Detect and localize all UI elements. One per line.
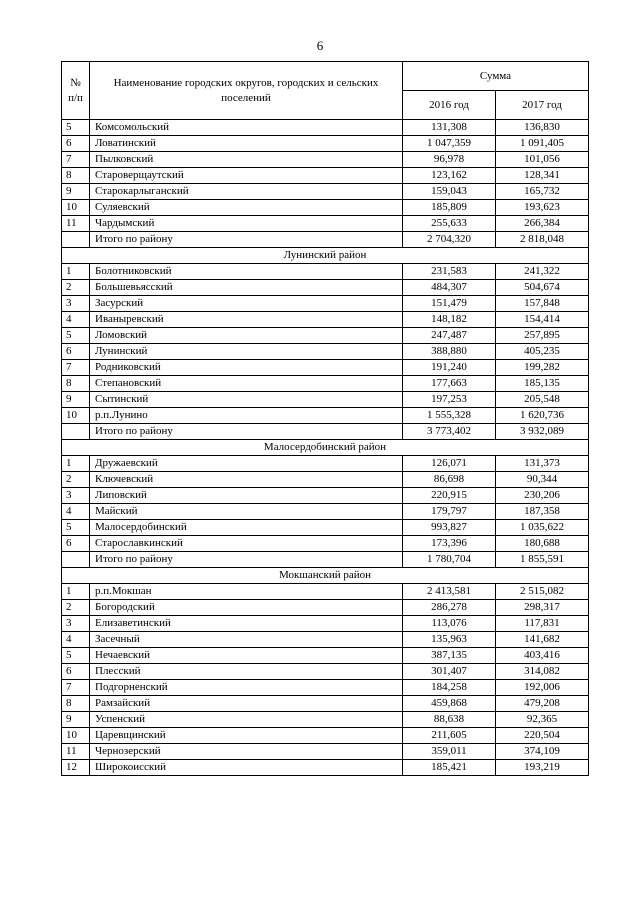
value-2016: 96,978 bbox=[403, 152, 496, 168]
value-2016: 247,487 bbox=[403, 328, 496, 344]
value-2017: 1 091,405 bbox=[496, 136, 589, 152]
table-row bbox=[62, 376, 589, 392]
page-number: 6 bbox=[316, 38, 324, 53]
settlement-name: Широкоисский bbox=[90, 760, 403, 776]
table-row bbox=[62, 472, 589, 488]
row-number: 4 bbox=[62, 504, 90, 520]
table-row bbox=[62, 616, 589, 632]
value-2017: 136,830 bbox=[496, 120, 589, 136]
row-number: 7 bbox=[62, 680, 90, 696]
row-number: 11 bbox=[62, 216, 90, 232]
header-num: № п/п bbox=[62, 62, 90, 120]
row-number bbox=[62, 552, 90, 568]
header-sum: Сумма bbox=[403, 62, 589, 91]
row-number: 1 bbox=[62, 584, 90, 600]
value-2017: 157,848 bbox=[496, 296, 589, 312]
value-2017: 1 855,591 bbox=[496, 552, 589, 568]
value-2016: 126,071 bbox=[403, 456, 496, 472]
value-2017: 193,623 bbox=[496, 200, 589, 216]
value-2016: 255,633 bbox=[403, 216, 496, 232]
row-number: 6 bbox=[62, 136, 90, 152]
value-2016: 359,011 bbox=[403, 744, 496, 760]
row-number: 6 bbox=[62, 536, 90, 552]
settlement-name: Пылковский bbox=[90, 152, 403, 168]
settlement-name: Итого по району bbox=[90, 552, 403, 568]
value-2017: 131,373 bbox=[496, 456, 589, 472]
value-2017: 241,322 bbox=[496, 264, 589, 280]
settlement-name: Богородский bbox=[90, 600, 403, 616]
settlement-name: Чернозерский bbox=[90, 744, 403, 760]
section-title: Мокшанский район bbox=[62, 568, 589, 584]
table-row bbox=[62, 584, 589, 600]
section-title: Лунинский район bbox=[62, 248, 589, 264]
value-2016: 159,043 bbox=[403, 184, 496, 200]
settlement-name: Ключевский bbox=[90, 472, 403, 488]
table-row bbox=[62, 664, 589, 680]
table-row bbox=[62, 296, 589, 312]
settlement-name: Нечаевский bbox=[90, 648, 403, 664]
row-number: 10 bbox=[62, 408, 90, 424]
value-2017: 405,235 bbox=[496, 344, 589, 360]
table-row bbox=[62, 536, 589, 552]
value-2016: 211,605 bbox=[403, 728, 496, 744]
row-number: 1 bbox=[62, 264, 90, 280]
table-row bbox=[62, 488, 589, 504]
value-2016: 113,076 bbox=[403, 616, 496, 632]
value-2016: 177,663 bbox=[403, 376, 496, 392]
value-2017: 92,365 bbox=[496, 712, 589, 728]
row-number: 4 bbox=[62, 312, 90, 328]
value-2016: 301,407 bbox=[403, 664, 496, 680]
row-number: 3 bbox=[62, 296, 90, 312]
value-2017: 1 620,736 bbox=[496, 408, 589, 424]
value-2016: 286,278 bbox=[403, 600, 496, 616]
value-2016: 173,396 bbox=[403, 536, 496, 552]
value-2017: 101,056 bbox=[496, 152, 589, 168]
table-row bbox=[62, 600, 589, 616]
section-row bbox=[62, 440, 589, 456]
value-2016: 2 704,320 bbox=[403, 232, 496, 248]
row-number: 5 bbox=[62, 120, 90, 136]
value-2017: 257,895 bbox=[496, 328, 589, 344]
table-row bbox=[62, 168, 589, 184]
settlement-name: Засурский bbox=[90, 296, 403, 312]
settlement-name: Чардымский bbox=[90, 216, 403, 232]
row-number: 6 bbox=[62, 664, 90, 680]
row-number: 6 bbox=[62, 344, 90, 360]
row-number: 10 bbox=[62, 728, 90, 744]
value-2017: 192,006 bbox=[496, 680, 589, 696]
row-number: 2 bbox=[62, 600, 90, 616]
settlement-name: Засечный bbox=[90, 632, 403, 648]
value-2017: 205,548 bbox=[496, 392, 589, 408]
settlement-name: Плесский bbox=[90, 664, 403, 680]
value-2016: 184,258 bbox=[403, 680, 496, 696]
value-2017: 314,082 bbox=[496, 664, 589, 680]
table-row bbox=[62, 120, 589, 136]
table-row bbox=[62, 344, 589, 360]
settlement-name: Старокарлыганский bbox=[90, 184, 403, 200]
settlement-name: Итого по району bbox=[90, 424, 403, 440]
table-row bbox=[62, 200, 589, 216]
settlement-name: Ловатинский bbox=[90, 136, 403, 152]
settlement-name: Дружаевский bbox=[90, 456, 403, 472]
row-number bbox=[62, 232, 90, 248]
value-2016: 86,698 bbox=[403, 472, 496, 488]
settlement-name: Итого по району bbox=[90, 232, 403, 248]
value-2016: 123,162 bbox=[403, 168, 496, 184]
value-2016: 185,809 bbox=[403, 200, 496, 216]
value-2017: 117,831 bbox=[496, 616, 589, 632]
table-body bbox=[62, 120, 589, 776]
value-2016: 197,253 bbox=[403, 392, 496, 408]
value-2017: 90,344 bbox=[496, 472, 589, 488]
value-2016: 2 413,581 bbox=[403, 584, 496, 600]
header-year-2017: 2017 год bbox=[496, 91, 589, 120]
table-row bbox=[62, 504, 589, 520]
table-row bbox=[62, 280, 589, 296]
settlement-name: Суляевский bbox=[90, 200, 403, 216]
table-row bbox=[62, 760, 589, 776]
table-row bbox=[62, 360, 589, 376]
value-2017: 2 515,082 bbox=[496, 584, 589, 600]
settlement-name: р.п.Лунино bbox=[90, 408, 403, 424]
value-2016: 3 773,402 bbox=[403, 424, 496, 440]
table-row bbox=[62, 136, 589, 152]
settlement-name: Майский bbox=[90, 504, 403, 520]
table-row bbox=[62, 392, 589, 408]
value-2016: 387,135 bbox=[403, 648, 496, 664]
value-2017: 3 932,089 bbox=[496, 424, 589, 440]
value-2017: 298,317 bbox=[496, 600, 589, 616]
table-row bbox=[62, 680, 589, 696]
row-number: 2 bbox=[62, 472, 90, 488]
settlement-name: Староверщаутский bbox=[90, 168, 403, 184]
row-number: 1 bbox=[62, 456, 90, 472]
value-2017: 154,414 bbox=[496, 312, 589, 328]
value-2016: 459,868 bbox=[403, 696, 496, 712]
budget-table bbox=[61, 61, 589, 776]
section-row bbox=[62, 248, 589, 264]
value-2016: 484,307 bbox=[403, 280, 496, 296]
settlement-name: р.п.Мокшан bbox=[90, 584, 403, 600]
value-2017: 180,688 bbox=[496, 536, 589, 552]
settlement-name: Царевщинский bbox=[90, 728, 403, 744]
value-2017: 165,732 bbox=[496, 184, 589, 200]
table-row bbox=[62, 744, 589, 760]
table-row bbox=[62, 648, 589, 664]
value-2017: 199,282 bbox=[496, 360, 589, 376]
row-number: 10 bbox=[62, 200, 90, 216]
value-2017: 479,208 bbox=[496, 696, 589, 712]
value-2016: 131,308 bbox=[403, 120, 496, 136]
settlement-name: Большевьясский bbox=[90, 280, 403, 296]
settlement-name: Комсомольский bbox=[90, 120, 403, 136]
value-2016: 191,240 bbox=[403, 360, 496, 376]
row-number: 3 bbox=[62, 616, 90, 632]
value-2016: 220,915 bbox=[403, 488, 496, 504]
row-number: 4 bbox=[62, 632, 90, 648]
value-2016: 1 555,328 bbox=[403, 408, 496, 424]
row-number: 12 bbox=[62, 760, 90, 776]
value-2017: 230,206 bbox=[496, 488, 589, 504]
row-number: 11 bbox=[62, 744, 90, 760]
settlement-name: Старославкинский bbox=[90, 536, 403, 552]
table-row bbox=[62, 264, 589, 280]
total-row bbox=[62, 232, 589, 248]
row-number: 8 bbox=[62, 168, 90, 184]
table-row bbox=[62, 520, 589, 536]
settlement-name: Успенский bbox=[90, 712, 403, 728]
row-number: 5 bbox=[62, 520, 90, 536]
value-2016: 179,797 bbox=[403, 504, 496, 520]
value-2017: 504,674 bbox=[496, 280, 589, 296]
value-2017: 220,504 bbox=[496, 728, 589, 744]
row-number: 7 bbox=[62, 152, 90, 168]
value-2017: 266,384 bbox=[496, 216, 589, 232]
row-number: 9 bbox=[62, 184, 90, 200]
header-name: Наименование городских округов, городских и сельских поселений bbox=[90, 62, 403, 120]
value-2016: 185,421 bbox=[403, 760, 496, 776]
settlement-name: Иваныревский bbox=[90, 312, 403, 328]
value-2017: 128,341 bbox=[496, 168, 589, 184]
value-2017: 193,219 bbox=[496, 760, 589, 776]
settlement-name: Степановский bbox=[90, 376, 403, 392]
value-2017: 185,135 bbox=[496, 376, 589, 392]
value-2016: 135,963 bbox=[403, 632, 496, 648]
settlement-name: Елизаветинский bbox=[90, 616, 403, 632]
table-row bbox=[62, 696, 589, 712]
settlement-name: Подгорненский bbox=[90, 680, 403, 696]
row-number: 5 bbox=[62, 648, 90, 664]
total-row bbox=[62, 424, 589, 440]
table-row bbox=[62, 184, 589, 200]
value-2017: 141,682 bbox=[496, 632, 589, 648]
table-row bbox=[62, 216, 589, 232]
value-2016: 231,583 bbox=[403, 264, 496, 280]
settlement-name: Рамзайский bbox=[90, 696, 403, 712]
section-row bbox=[62, 568, 589, 584]
value-2016: 388,880 bbox=[403, 344, 496, 360]
row-number: 8 bbox=[62, 696, 90, 712]
value-2017: 403,416 bbox=[496, 648, 589, 664]
value-2017: 374,109 bbox=[496, 744, 589, 760]
value-2017: 1 035,622 bbox=[496, 520, 589, 536]
row-number: 7 bbox=[62, 360, 90, 376]
header-year-2016: 2016 год bbox=[403, 91, 496, 120]
table-row bbox=[62, 152, 589, 168]
value-2016: 151,479 bbox=[403, 296, 496, 312]
settlement-name: Сытинский bbox=[90, 392, 403, 408]
row-number: 2 bbox=[62, 280, 90, 296]
table-row bbox=[62, 328, 589, 344]
value-2016: 1 047,359 bbox=[403, 136, 496, 152]
settlement-name: Болотниковский bbox=[90, 264, 403, 280]
settlement-name: Ломовский bbox=[90, 328, 403, 344]
total-row bbox=[62, 552, 589, 568]
settlement-name: Липовский bbox=[90, 488, 403, 504]
settlement-name: Малосердобинский bbox=[90, 520, 403, 536]
row-number: 3 bbox=[62, 488, 90, 504]
value-2016: 1 780,704 bbox=[403, 552, 496, 568]
table-row bbox=[62, 632, 589, 648]
settlement-name: Родниковский bbox=[90, 360, 403, 376]
row-number bbox=[62, 424, 90, 440]
row-number: 8 bbox=[62, 376, 90, 392]
row-number: 9 bbox=[62, 392, 90, 408]
settlement-name: Лунинский bbox=[90, 344, 403, 360]
table-row bbox=[62, 728, 589, 744]
value-2017: 2 818,048 bbox=[496, 232, 589, 248]
section-title: Малосердобинский район bbox=[62, 440, 589, 456]
value-2017: 187,358 bbox=[496, 504, 589, 520]
table-row bbox=[62, 408, 589, 424]
table-row bbox=[62, 312, 589, 328]
row-number: 9 bbox=[62, 712, 90, 728]
row-number: 5 bbox=[62, 328, 90, 344]
value-2016: 993,827 bbox=[403, 520, 496, 536]
value-2016: 88,638 bbox=[403, 712, 496, 728]
table-row bbox=[62, 712, 589, 728]
table-row bbox=[62, 456, 589, 472]
value-2016: 148,182 bbox=[403, 312, 496, 328]
